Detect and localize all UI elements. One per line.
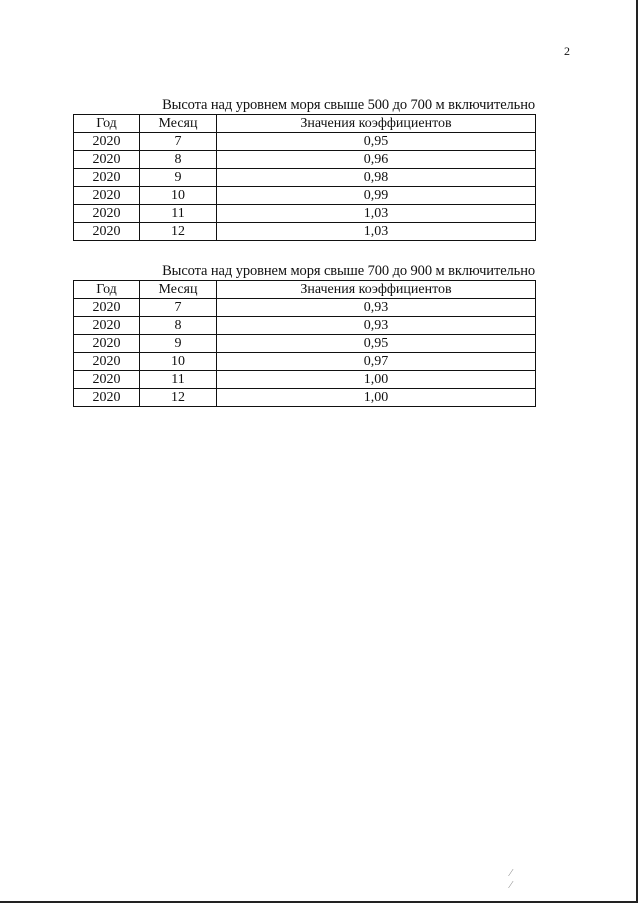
scan-mark: ⁄ xyxy=(510,880,512,891)
table-row xyxy=(74,317,536,335)
cell-year: 2020 xyxy=(74,133,140,151)
cell-coefficient: 1,00 xyxy=(217,389,536,407)
cell-month: 11 xyxy=(140,371,217,389)
cell-coefficient: 1,03 xyxy=(217,205,536,223)
table-title: Высота над уровнем моря свыше 700 до 900 м включительно xyxy=(162,263,535,279)
cell-coefficient: 0,97 xyxy=(217,353,536,371)
coefficients-table xyxy=(73,280,536,407)
coefficients-table xyxy=(73,114,536,241)
cell-month: 7 xyxy=(140,133,217,151)
cell-coefficient: 0,93 xyxy=(217,299,536,317)
column-header-month: Месяц xyxy=(140,281,217,299)
cell-month: 10 xyxy=(140,353,217,371)
table-row xyxy=(74,299,536,317)
cell-coefficient: 0,99 xyxy=(217,187,536,205)
table-row xyxy=(74,371,536,389)
scan-mark: ⁄ xyxy=(510,868,512,879)
table-row xyxy=(74,133,536,151)
cell-month: 8 xyxy=(140,151,217,169)
table-row xyxy=(74,151,536,169)
cell-coefficient: 0,95 xyxy=(217,335,536,353)
column-header-coefficient: Значения коэффициентов xyxy=(217,281,536,299)
table-title: Высота над уровнем моря свыше 500 до 700 м включительно xyxy=(162,97,535,113)
cell-coefficient: 1,00 xyxy=(217,371,536,389)
cell-month: 12 xyxy=(140,223,217,241)
cell-month: 11 xyxy=(140,205,217,223)
cell-year: 2020 xyxy=(74,223,140,241)
cell-year: 2020 xyxy=(74,299,140,317)
cell-coefficient: 1,03 xyxy=(217,223,536,241)
table-row xyxy=(74,389,536,407)
table-header-row xyxy=(74,115,536,133)
cell-year: 2020 xyxy=(74,169,140,187)
cell-month: 12 xyxy=(140,389,217,407)
cell-year: 2020 xyxy=(74,335,140,353)
table-header-row xyxy=(74,281,536,299)
cell-month: 7 xyxy=(140,299,217,317)
cell-year: 2020 xyxy=(74,353,140,371)
cell-year: 2020 xyxy=(74,317,140,335)
cell-month: 9 xyxy=(140,335,217,353)
cell-month: 10 xyxy=(140,187,217,205)
table-row xyxy=(74,187,536,205)
cell-year: 2020 xyxy=(74,389,140,407)
table-row xyxy=(74,169,536,187)
cell-year: 2020 xyxy=(74,205,140,223)
table-row xyxy=(74,335,536,353)
cell-coefficient: 0,96 xyxy=(217,151,536,169)
cell-coefficient: 0,95 xyxy=(217,133,536,151)
cell-year: 2020 xyxy=(74,151,140,169)
cell-month: 9 xyxy=(140,169,217,187)
cell-coefficient: 0,93 xyxy=(217,317,536,335)
cell-year: 2020 xyxy=(74,371,140,389)
coefficients-table-section-500-700 xyxy=(73,96,535,241)
coefficients-table-section-700-900 xyxy=(73,262,535,407)
cell-month: 8 xyxy=(140,317,217,335)
column-header-month: Месяц xyxy=(140,115,217,133)
page-number: 2 xyxy=(564,44,570,58)
table-row xyxy=(74,223,536,241)
cell-year: 2020 xyxy=(74,187,140,205)
column-header-year: Год xyxy=(74,115,140,133)
cell-coefficient: 0,98 xyxy=(217,169,536,187)
table-row xyxy=(74,205,536,223)
table-row xyxy=(74,353,536,371)
column-header-year: Год xyxy=(74,281,140,299)
column-header-coefficient: Значения коэффициентов xyxy=(217,115,536,133)
